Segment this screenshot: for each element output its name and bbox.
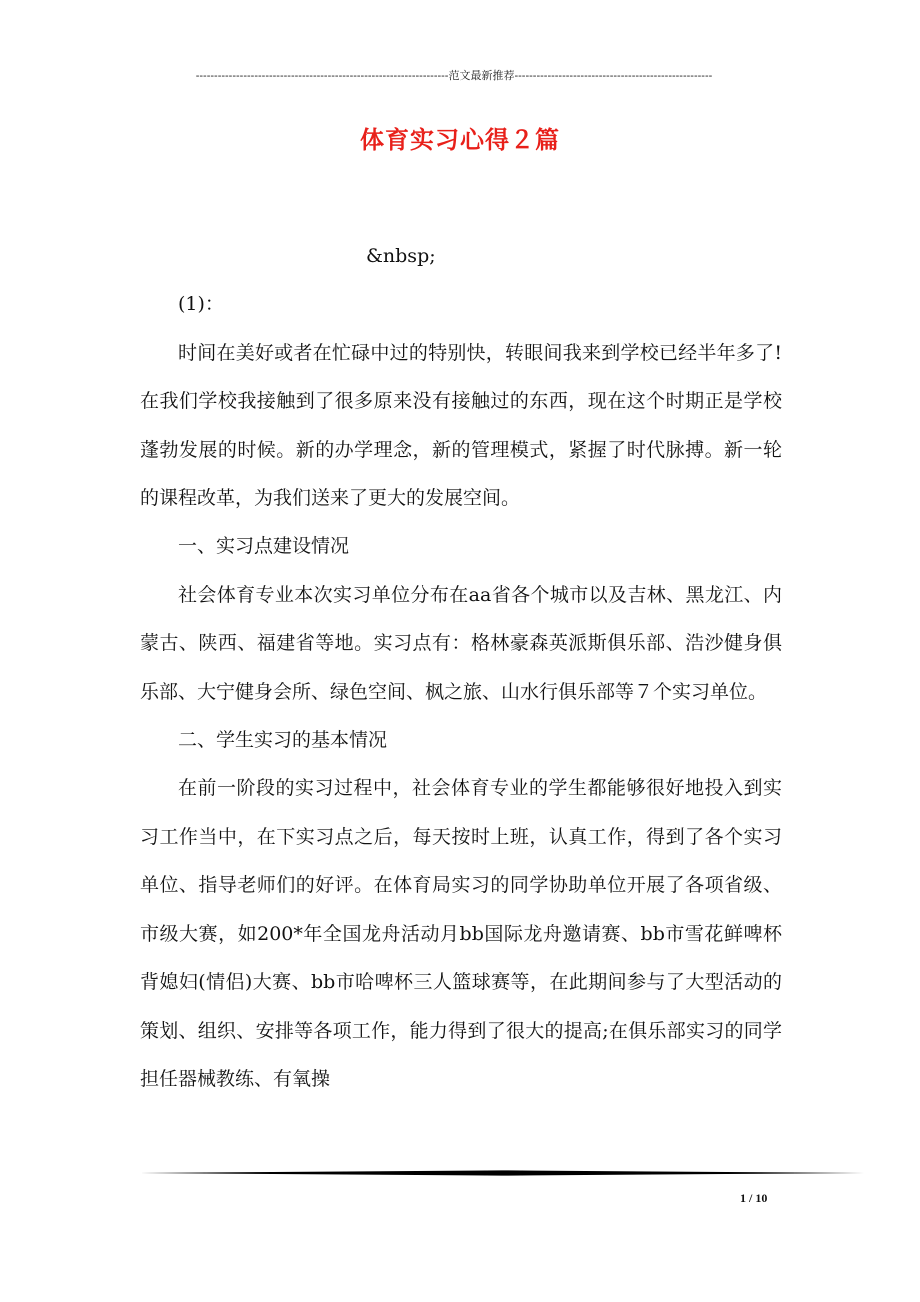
- body-paragraph: 在前一阶段的实习过程中，社会体育专业的学生都能够很好地投入到实习工作当中，在下实习点之后，每天按时上班，认真工作，得到了各个实习单位、指导老师们的好评。在体育局实习的同学协助单位开展了各项省级、市级大赛，如200*年全国龙舟活动月bb国际龙舟邀请赛、bb市雪花鲜啤杯背媳妇(情侣)大赛、bb市哈啤杯三人篮球赛等，在此期间参与了大型活动的策划、组织、安排等各项工作，能力得到了很大的提高;在俱乐部实习的同学担任器械教练、有氧操: [140, 777, 782, 1090]
- section-heading: 二、学生实习的基本情况: [178, 729, 388, 752]
- recommendation-header: ---------------------------------------------------------------------范文最新推荐------------------------------------------------------: [195, 70, 713, 82]
- page-number: 1 / 10: [740, 1191, 768, 1205]
- section-heading: 一、实习点建设情况: [178, 535, 350, 558]
- section-marker: (1)：: [178, 293, 224, 316]
- document-body: [140, 232, 782, 1103]
- document-title: 体育实习心得２篇: [360, 126, 560, 154]
- footer-divider: [140, 1166, 864, 1180]
- body-paragraph: 时间在美好或者在忙碌中过的特别快，转眼间我来到学校已经半年多了!在我们学校我接触到了很多原来没有接触过的东西，现在这个时期正是学校蓬勃发展的时候。新的办学理念，新的管理模式，紧握了时代脉搏。新一轮的课程改革，为我们送来了更大的发展空间。: [140, 341, 782, 510]
- body-paragraph: 社会体育专业本次实习单位分布在aa省各个城市以及吉林、黑龙江、内蒙古、陕西、福建省等地。实习点有：格林豪森英派斯俱乐部、浩沙健身俱乐部、大宁健身会所、绿色空间、枫之旅、山水行俱乐部等７个实习单位。: [140, 583, 782, 703]
- nbsp-line: &nbsp;: [366, 245, 436, 267]
